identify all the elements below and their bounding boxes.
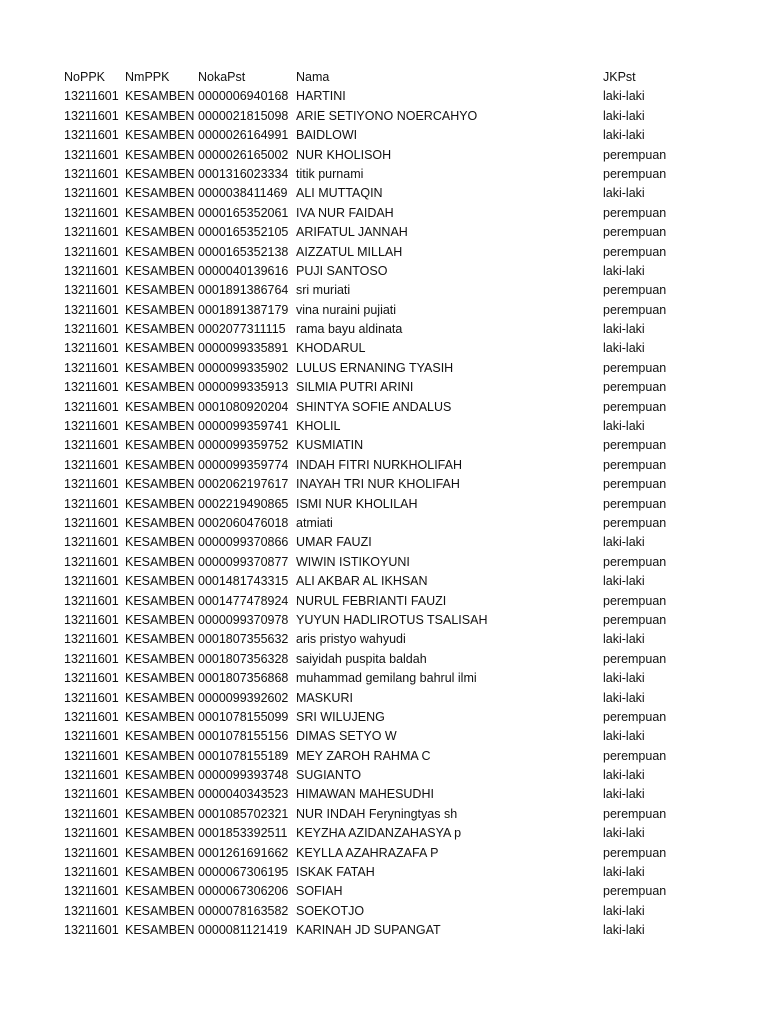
cell-nmppk: KESAMBEN	[125, 729, 195, 744]
cell-noppk: 13211601	[64, 89, 119, 104]
table-row	[0, 727, 768, 746]
cell-nama: AIZZATUL MILLAH	[296, 244, 403, 259]
cell-jkpst: laki-laki	[603, 419, 645, 434]
cell-jkpst: perempuan	[603, 477, 667, 492]
cell-nama: ARIFATUL JANNAH	[296, 225, 408, 240]
cell-nokapst: 0000038411469	[198, 186, 288, 201]
cell-nama: SRI WILUJENG	[296, 709, 385, 724]
cell-jkpst: perempuan	[603, 225, 667, 240]
cell-nokapst: 0001891387179	[198, 302, 289, 317]
table-row	[0, 824, 768, 843]
cell-nokapst: 0000099370866	[198, 535, 289, 550]
cell-nokapst: 0001078155156	[198, 729, 289, 744]
table-row	[0, 456, 768, 475]
cell-noppk: 13211601	[64, 709, 119, 724]
cell-noppk: 13211601	[64, 380, 119, 395]
cell-nmppk: KESAMBEN	[125, 128, 195, 143]
table-row	[0, 107, 768, 126]
cell-nokapst: 0000165352105	[198, 225, 289, 240]
table-row	[0, 863, 768, 882]
cell-nmppk: KESAMBEN	[125, 244, 195, 259]
cell-nama: NUR INDAH Feryningtyas sh	[296, 806, 458, 821]
table-row	[0, 417, 768, 436]
cell-nmppk: KESAMBEN	[125, 748, 195, 763]
cell-nama: SOFIAH	[296, 884, 343, 899]
cell-jkpst: laki-laki	[603, 690, 645, 705]
header-row	[0, 68, 768, 87]
cell-jkpst: perempuan	[603, 360, 667, 375]
cell-noppk: 13211601	[64, 515, 119, 530]
cell-nama: WIWIN ISTIKOYUNI	[296, 554, 410, 569]
table-row	[0, 514, 768, 533]
cell-nmppk: KESAMBEN	[125, 806, 195, 821]
cell-jkpst: perempuan	[603, 399, 667, 414]
cell-nmppk: KESAMBEN	[125, 108, 195, 123]
cell-nama: KHODARUL	[296, 341, 366, 356]
cell-nokapst: 0001891386764	[198, 283, 289, 298]
cell-nokapst: 0000099359774	[198, 457, 289, 472]
cell-jkpst: perempuan	[603, 380, 667, 395]
cell-noppk: 13211601	[64, 438, 119, 453]
cell-noppk: 13211601	[64, 845, 119, 860]
cell-nama: ARIE SETIYONO NOERCAHYO	[296, 108, 478, 123]
cell-nama: ISMI NUR KHOLILAH	[296, 496, 418, 511]
cell-noppk: 13211601	[64, 341, 119, 356]
cell-noppk: 13211601	[64, 166, 119, 181]
cell-nokapst: 0000099370978	[198, 612, 289, 627]
cell-nmppk: KESAMBEN	[125, 457, 195, 472]
cell-noppk: 13211601	[64, 768, 119, 783]
cell-jkpst: laki-laki	[603, 263, 645, 278]
header-noppk: NoPPK	[64, 70, 105, 84]
cell-noppk: 13211601	[64, 651, 119, 666]
cell-nmppk: KESAMBEN	[125, 865, 195, 880]
cell-nokapst: 0000099335913	[198, 380, 289, 395]
cell-nama: YUYUN HADLIROTUS TSALISAH	[296, 612, 488, 627]
cell-nokapst: 0000165352061	[198, 205, 289, 220]
cell-nama: rama bayu aldinata	[296, 322, 403, 337]
cell-nokapst: 0002062197617	[198, 477, 289, 492]
cell-nmppk: KESAMBEN	[125, 593, 195, 608]
cell-noppk: 13211601	[64, 205, 119, 220]
cell-nokapst: 0001078155099	[198, 709, 289, 724]
cell-jkpst: perempuan	[603, 283, 667, 298]
cell-nama: KEYZHA AZIDANZAHASYA p	[296, 826, 462, 841]
cell-nokapst: 0001080920204	[198, 399, 289, 414]
cell-nmppk: KESAMBEN	[125, 302, 195, 317]
cell-jkpst: laki-laki	[603, 574, 645, 589]
table-body	[0, 87, 768, 940]
cell-jkpst: perempuan	[603, 554, 667, 569]
table-row	[0, 87, 768, 106]
cell-noppk: 13211601	[64, 457, 119, 472]
cell-nmppk: KESAMBEN	[125, 903, 195, 918]
header-nmppk: NmPPK	[125, 70, 170, 84]
table-row	[0, 533, 768, 552]
table-row	[0, 126, 768, 145]
participant-table	[0, 68, 768, 941]
cell-nokapst: 0001078155189	[198, 748, 289, 763]
cell-jkpst: perempuan	[603, 651, 667, 666]
cell-nmppk: KESAMBEN	[125, 709, 195, 724]
table-row	[0, 146, 768, 165]
cell-nokapst: 0002077311115	[198, 322, 286, 337]
cell-jkpst: perempuan	[603, 438, 667, 453]
cell-nokapst: 0000099335902	[198, 360, 289, 375]
cell-nokapst: 0000099359752	[198, 438, 289, 453]
cell-noppk: 13211601	[64, 923, 119, 938]
cell-nokapst: 0001807356328	[198, 651, 289, 666]
cell-noppk: 13211601	[64, 108, 119, 123]
cell-nokapst: 0000099393748	[198, 768, 289, 783]
cell-nmppk: KESAMBEN	[125, 651, 195, 666]
cell-noppk: 13211601	[64, 496, 119, 511]
cell-nama: HIMAWAN MAHESUDHI	[296, 787, 434, 802]
cell-nmppk: KESAMBEN	[125, 147, 195, 162]
table-row	[0, 747, 768, 766]
cell-nmppk: KESAMBEN	[125, 496, 195, 511]
cell-jkpst: laki-laki	[603, 108, 645, 123]
cell-nmppk: KESAMBEN	[125, 671, 195, 686]
table-row	[0, 436, 768, 455]
table-row	[0, 262, 768, 281]
cell-nama: MASKURI	[296, 690, 353, 705]
cell-noppk: 13211601	[64, 554, 119, 569]
table-row	[0, 689, 768, 708]
cell-noppk: 13211601	[64, 903, 119, 918]
cell-nama: KEYLLA AZAHRAZAFA P	[296, 845, 439, 860]
cell-nmppk: KESAMBEN	[125, 89, 195, 104]
cell-nokapst: 0001807355632	[198, 632, 289, 647]
cell-nmppk: KESAMBEN	[125, 166, 195, 181]
table-row	[0, 281, 768, 300]
cell-noppk: 13211601	[64, 574, 119, 589]
cell-noppk: 13211601	[64, 477, 119, 492]
cell-nmppk: KESAMBEN	[125, 399, 195, 414]
cell-nokapst: 0000099370877	[198, 554, 289, 569]
table-row	[0, 223, 768, 242]
cell-nokapst: 0000040139616	[198, 263, 289, 278]
cell-nama: IVA NUR FAIDAH	[296, 205, 394, 220]
cell-nokapst: 0001481743315	[198, 574, 289, 589]
cell-nama: aris pristyo wahyudi	[296, 632, 406, 647]
cell-noppk: 13211601	[64, 322, 119, 337]
cell-noppk: 13211601	[64, 806, 119, 821]
table-row	[0, 204, 768, 223]
table-row	[0, 165, 768, 184]
cell-nokapst: 0000040343523	[198, 787, 289, 802]
cell-jkpst: perempuan	[603, 806, 667, 821]
table-row	[0, 359, 768, 378]
cell-nmppk: KESAMBEN	[125, 263, 195, 278]
cell-nama: NURUL FEBRIANTI FAUZI	[296, 593, 447, 608]
cell-nokapst: 0000026165002	[198, 147, 289, 162]
cell-noppk: 13211601	[64, 225, 119, 240]
cell-noppk: 13211601	[64, 244, 119, 259]
table-row	[0, 495, 768, 514]
table-row	[0, 902, 768, 921]
cell-nmppk: KESAMBEN	[125, 419, 195, 434]
cell-nama: saiyidah puspita baldah	[296, 651, 427, 666]
cell-jkpst: perempuan	[603, 593, 667, 608]
cell-noppk: 13211601	[64, 283, 119, 298]
table-row	[0, 378, 768, 397]
cell-noppk: 13211601	[64, 128, 119, 143]
cell-nmppk: KESAMBEN	[125, 574, 195, 589]
cell-nmppk: KESAMBEN	[125, 380, 195, 395]
cell-nokapst: 0000078163582	[198, 903, 289, 918]
cell-noppk: 13211601	[64, 826, 119, 841]
header-jkpst: JKPst	[603, 70, 636, 84]
cell-nokapst: 0000099392602	[198, 690, 289, 705]
cell-nokapst: 0000026164991	[198, 128, 289, 143]
cell-noppk: 13211601	[64, 865, 119, 880]
header-nokapst: NokaPst	[198, 70, 246, 84]
cell-nama: atmiati	[296, 515, 333, 530]
cell-noppk: 13211601	[64, 360, 119, 375]
cell-jkpst: perempuan	[603, 884, 667, 899]
cell-noppk: 13211601	[64, 787, 119, 802]
cell-nmppk: KESAMBEN	[125, 225, 195, 240]
table-row	[0, 882, 768, 901]
cell-noppk: 13211601	[64, 535, 119, 550]
cell-nama: BAIDLOWI	[296, 128, 358, 143]
cell-noppk: 13211601	[64, 690, 119, 705]
table-row	[0, 475, 768, 494]
cell-jkpst: laki-laki	[603, 128, 645, 143]
cell-nmppk: KESAMBEN	[125, 768, 195, 783]
cell-jkpst: perempuan	[603, 612, 667, 627]
cell-nama: muhammad gemilang bahrul ilmi	[296, 671, 477, 686]
cell-jkpst: perempuan	[603, 147, 667, 162]
table-row	[0, 669, 768, 688]
table-row	[0, 553, 768, 572]
cell-nama: DIMAS SETYO W	[296, 729, 397, 744]
table-row	[0, 708, 768, 727]
cell-jkpst: perempuan	[603, 709, 667, 724]
cell-nama: titik purnami	[296, 166, 364, 181]
table-row	[0, 650, 768, 669]
cell-jkpst: laki-laki	[603, 826, 645, 841]
cell-nmppk: KESAMBEN	[125, 632, 195, 647]
cell-nama: KARINAH JD SUPANGAT	[296, 923, 441, 938]
cell-nmppk: KESAMBEN	[125, 477, 195, 492]
cell-nokapst: 0001085702321	[198, 806, 289, 821]
table-row	[0, 184, 768, 203]
cell-nama: vina nuraini pujiati	[296, 302, 397, 317]
cell-nmppk: KESAMBEN	[125, 923, 195, 938]
cell-nmppk: KESAMBEN	[125, 826, 195, 841]
cell-jkpst: perempuan	[603, 515, 667, 530]
table-row	[0, 766, 768, 785]
table-row	[0, 339, 768, 358]
cell-nmppk: KESAMBEN	[125, 612, 195, 627]
cell-jkpst: laki-laki	[603, 632, 645, 647]
cell-noppk: 13211601	[64, 671, 119, 686]
cell-nokapst: 0001807356868	[198, 671, 289, 686]
cell-noppk: 13211601	[64, 399, 119, 414]
cell-jkpst: laki-laki	[603, 923, 645, 938]
cell-nmppk: KESAMBEN	[125, 341, 195, 356]
cell-jkpst: laki-laki	[603, 787, 645, 802]
cell-nokapst: 0001853392511	[198, 826, 288, 841]
cell-nmppk: KESAMBEN	[125, 438, 195, 453]
cell-nmppk: KESAMBEN	[125, 787, 195, 802]
table-row	[0, 320, 768, 339]
cell-nama: SUGIANTO	[296, 768, 362, 783]
cell-noppk: 13211601	[64, 147, 119, 162]
cell-nama: sri muriati	[296, 283, 351, 298]
cell-nokapst: 0002219490865	[198, 496, 289, 511]
cell-nokapst: 0001477478924	[198, 593, 289, 608]
cell-nama: INDAH FITRI NURKHOLIFAH	[296, 457, 462, 472]
table-row	[0, 398, 768, 417]
cell-nama: HARTINI	[296, 89, 346, 104]
cell-noppk: 13211601	[64, 593, 119, 608]
cell-nokapst: 0001261691662	[198, 845, 289, 860]
cell-nama: UMAR FAUZI	[296, 535, 372, 550]
cell-nmppk: KESAMBEN	[125, 554, 195, 569]
cell-nama: ALI MUTTAQIN	[296, 186, 383, 201]
cell-jkpst: perempuan	[603, 457, 667, 472]
cell-jkpst: perempuan	[603, 302, 667, 317]
cell-jkpst: laki-laki	[603, 729, 645, 744]
cell-jkpst: laki-laki	[603, 535, 645, 550]
cell-nmppk: KESAMBEN	[125, 322, 195, 337]
cell-nokapst: 0002060476018	[198, 515, 289, 530]
cell-noppk: 13211601	[64, 263, 119, 278]
cell-nmppk: KESAMBEN	[125, 845, 195, 860]
cell-nama: NUR KHOLISOH	[296, 147, 392, 162]
cell-jkpst: laki-laki	[603, 341, 645, 356]
cell-nama: SOEKOTJO	[296, 903, 365, 918]
cell-jkpst: laki-laki	[603, 186, 645, 201]
table-row	[0, 785, 768, 804]
cell-nama: LULUS ERNANING TYASIH	[296, 360, 454, 375]
cell-noppk: 13211601	[64, 302, 119, 317]
cell-nmppk: KESAMBEN	[125, 535, 195, 550]
cell-noppk: 13211601	[64, 419, 119, 434]
cell-jkpst: laki-laki	[603, 322, 645, 337]
cell-nmppk: KESAMBEN	[125, 186, 195, 201]
cell-nokapst: 0000067306195	[198, 865, 289, 880]
cell-nama: MEY ZAROH RAHMA C	[296, 748, 431, 763]
table-row	[0, 844, 768, 863]
cell-nmppk: KESAMBEN	[125, 515, 195, 530]
cell-nokapst: 0001316023334	[198, 166, 289, 181]
cell-jkpst: perempuan	[603, 166, 667, 181]
cell-nmppk: KESAMBEN	[125, 690, 195, 705]
cell-jkpst: perempuan	[603, 748, 667, 763]
cell-jkpst: laki-laki	[603, 768, 645, 783]
cell-nmppk: KESAMBEN	[125, 283, 195, 298]
cell-nama: ISKAK FATAH	[296, 865, 375, 880]
cell-jkpst: perempuan	[603, 845, 667, 860]
cell-nama: INAYAH TRI NUR KHOLIFAH	[296, 477, 460, 492]
cell-jkpst: perempuan	[603, 205, 667, 220]
table-row	[0, 572, 768, 591]
cell-nmppk: KESAMBEN	[125, 360, 195, 375]
cell-nama: SHINTYA SOFIE ANDALUS	[296, 399, 452, 414]
header-nama: Nama	[296, 70, 330, 84]
table-row	[0, 611, 768, 630]
cell-noppk: 13211601	[64, 748, 119, 763]
cell-noppk: 13211601	[64, 186, 119, 201]
cell-jkpst: perempuan	[603, 244, 667, 259]
cell-noppk: 13211601	[64, 632, 119, 647]
cell-nama: PUJI SANTOSO	[296, 263, 388, 278]
cell-jkpst: laki-laki	[603, 903, 645, 918]
table-row	[0, 243, 768, 262]
cell-jkpst: perempuan	[603, 496, 667, 511]
cell-jkpst: laki-laki	[603, 865, 645, 880]
table-row	[0, 592, 768, 611]
table-row	[0, 630, 768, 649]
cell-nama: SILMIA PUTRI ARINI	[296, 380, 414, 395]
cell-nokapst: 0000099335891	[198, 341, 289, 356]
cell-jkpst: laki-laki	[603, 671, 645, 686]
cell-nokapst: 0000021815098	[198, 108, 289, 123]
cell-nokapst: 0000165352138	[198, 244, 289, 259]
table-row	[0, 805, 768, 824]
cell-nokapst: 0000099359741	[198, 419, 289, 434]
cell-nokapst: 0000081121419	[198, 923, 288, 938]
cell-nmppk: KESAMBEN	[125, 884, 195, 899]
cell-nmppk: KESAMBEN	[125, 205, 195, 220]
table-row	[0, 301, 768, 320]
table-row	[0, 921, 768, 940]
cell-noppk: 13211601	[64, 884, 119, 899]
cell-jkpst: laki-laki	[603, 89, 645, 104]
cell-noppk: 13211601	[64, 612, 119, 627]
cell-nama: KHOLIL	[296, 419, 341, 434]
cell-noppk: 13211601	[64, 729, 119, 744]
cell-nama: ALI AKBAR AL IKHSAN	[296, 574, 428, 589]
cell-nokapst: 0000006940168	[198, 89, 289, 104]
cell-nokapst: 0000067306206	[198, 884, 289, 899]
cell-nama: KUSMIATIN	[296, 438, 364, 453]
